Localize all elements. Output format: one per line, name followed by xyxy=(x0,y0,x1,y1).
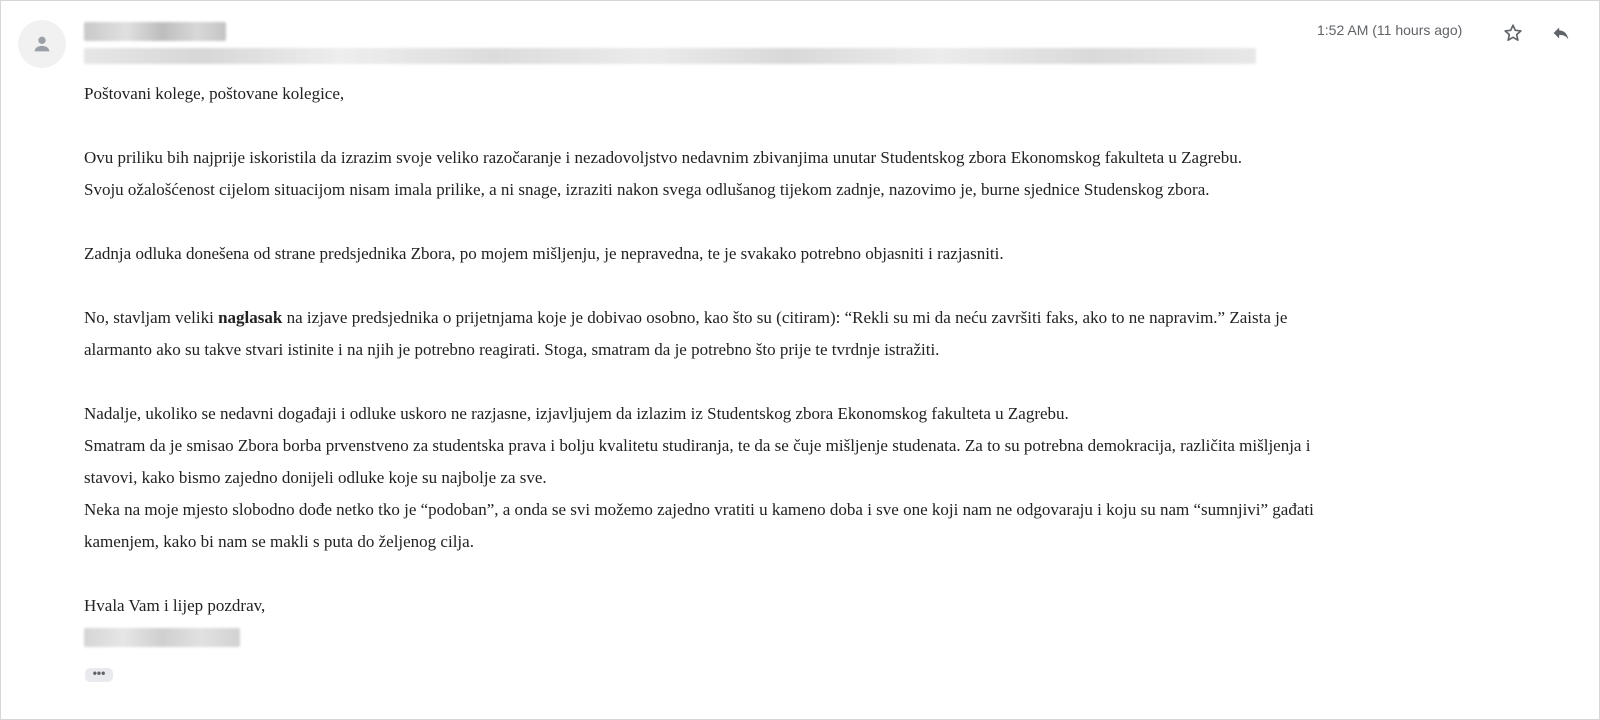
paragraph-1-line-1: Ovu priliku bih najprije iskoristila da izrazim svoje veliko razočaranje i nezadovoljstvo nedavnim zbivanjima unutar Studentskog zbora Ekonomskog fakulteta u Zagrebu. xyxy=(84,148,1243,167)
p3-before: No, stavljam veliki xyxy=(84,308,219,327)
show-trimmed-content-button[interactable]: ••• xyxy=(85,668,113,682)
message-body xyxy=(84,78,1584,647)
closing: Hvala Vam i lijep pozdrav, xyxy=(84,596,266,615)
paragraph-3-line-1 xyxy=(84,302,1584,334)
paragraph-4-line-3: stavovi, kako bismo zajedno donijeli odluke koje su najbolje za sve. xyxy=(84,468,547,487)
reply-arrow-icon xyxy=(1550,22,1572,44)
sender-name-redacted xyxy=(84,22,226,41)
star-button[interactable] xyxy=(1498,18,1528,48)
paragraph-4-line-4: Neka na moje mjesto slobodno dođe netko tko je “podoban”, a onda se svi možemo zajedno vratiti u kameno doba i sve one koji nam ne odgovaraju i koju su nam “sumnjivi” gađati xyxy=(84,500,1314,519)
reply-button[interactable] xyxy=(1546,18,1576,48)
paragraph-1-line-2: Svoju ožalošćenost cijelom situacijom nisam imala prilike, a ni snage, izraziti nakon svega odlušanog tijekom zadnje, nazovimo je, burne sjednice Studenskog zbora. xyxy=(84,180,1210,199)
message-timestamp: 1:52 AM (11 hours ago) xyxy=(1317,22,1463,38)
sender-recipient-line-redacted xyxy=(84,48,1256,64)
paragraph-3-line-2: alarmanto ako su takve stvari istinite i na njih je potrebno reagirati. Stoga, smatram da je potrebno što prije te tvrdnje istražiti. xyxy=(84,340,940,359)
p3-after: na izjave predsjednika o prijetnjama koje je dobivao osobno, kao što su (citiram): “Rekli su mi da neću završiti faks, ako to ne napravim.” Zaista je xyxy=(282,308,1288,327)
person-icon xyxy=(31,33,53,55)
paragraph-4-line-5: kamenjem, kako bi nam se makli s puta do željenog cilja. xyxy=(84,532,474,551)
sender-avatar[interactable] xyxy=(18,20,66,68)
star-outline-icon xyxy=(1502,22,1524,44)
paragraph-4-line-1: Nadalje, ukoliko se nedavni događaji i odluke uskoro ne razjasne, izjavljujem da izlazim iz Studentskog zbora Ekonomskog fakulteta u Zagrebu. xyxy=(84,404,1069,423)
greeting: Poštovani kolege, poštovane kolegice, xyxy=(84,84,345,103)
paragraph-4-line-2: Smatram da je smisao Zbora borba prvenstveno za studentska prava i bolju kvalitetu studiranja, te da se čuje mišljenje studenata. Za to su potrebna demokracija, različita mišljenja i xyxy=(84,436,1311,455)
signature-redacted xyxy=(84,628,240,647)
paragraph-2: Zadnja odluka donešena od strane predsjednika Zbora, po mojem mišljenju, je nepravedna, te je svakako potrebno objasniti i razjasniti. xyxy=(84,244,1004,263)
p3-bold-emphasis: naglasak xyxy=(218,308,283,327)
